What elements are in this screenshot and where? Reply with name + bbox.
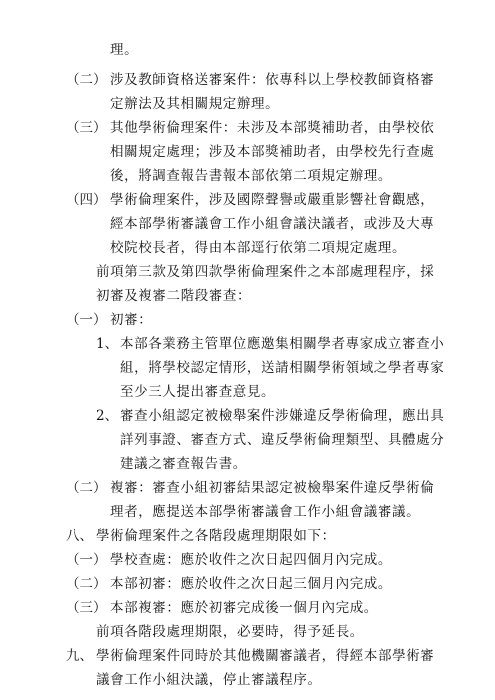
text-line: 前項第三款及第四款學術倫理案件之本部處理程序，採	[96, 264, 435, 280]
text-line: 涉及教師資格送審案件：依專科以上學校教師資格審	[110, 72, 435, 88]
text-line: 本部初審：應於收件之次日起三個月內完成。	[110, 576, 392, 592]
text-line: 建議之審查報告書。	[120, 456, 247, 472]
text-line: 複審：審查小組初審結果認定被檢舉案件違反學術倫	[110, 480, 435, 496]
item-marker: （二）	[66, 480, 107, 496]
text-line: 本部各業務主管單位應邀集相關學者專家成立審查小	[120, 336, 445, 352]
item-marker: （三）	[66, 120, 107, 136]
text-line: 定辦法及其相關規定辦理。	[110, 96, 280, 112]
text-line: 經本部學術審議會工作小組會議決議者，或涉及大專	[110, 216, 435, 232]
text-line: 審查小組認定被檢舉案件涉嫌違反學術倫理，應出具	[120, 408, 445, 424]
text-line: 後，將調查報告書報本部依第二項規定辦理。	[110, 168, 392, 184]
text-line: 相關規定處理；涉及本部獎補助者，由學校先行查處	[110, 144, 435, 160]
text-line: 學術倫理案件同時於其他機關審議者，得經本部學術審	[96, 648, 435, 664]
text-line: 學術倫理案件，涉及國際聲譽或嚴重影響社會觀感，	[110, 192, 435, 208]
section-marker: 八、	[66, 528, 93, 544]
text-line: 詳列事證、審查方式、違反學術倫理類型、具體處分	[120, 432, 445, 448]
item-marker: （一）	[66, 312, 107, 328]
item-marker: （二）	[66, 72, 107, 88]
item-marker: 1、	[96, 336, 119, 352]
item-marker: （三）	[66, 600, 107, 616]
item-marker: （四）	[66, 192, 107, 208]
text-line: 理。	[110, 42, 139, 58]
item-marker: （二）	[66, 576, 107, 592]
item-marker: 2、	[96, 408, 119, 424]
text-line: 校院校長者，得由本部逕行依第二項規定處理。	[110, 240, 407, 256]
text-line: 初審及複審二階段審查：	[96, 288, 252, 304]
section-marker: 九、	[66, 648, 93, 664]
text-line: 前項各階段處理期限，必要時，得予延長。	[96, 624, 364, 640]
text-line: 學校查處：應於收件之次日起四個月內完成。	[110, 552, 392, 568]
text-line: 初審：	[110, 312, 153, 328]
text-line: 學術倫理案件之各階段處理期限如下：	[96, 528, 336, 544]
text-line: 其他學術倫理案件：未涉及本部獎補助者，由學校依	[110, 120, 435, 136]
text-line: 議會工作小組決議，停止審議程序。	[96, 672, 322, 688]
text-line: 理者，應提送本部學術審議會工作小組會議審議。	[110, 504, 421, 520]
text-line: 本部複審：應於初審完成後一個月內完成。	[110, 600, 378, 616]
text-line: 至少三人提出審查意見。	[120, 384, 276, 400]
item-marker: （一）	[66, 552, 107, 568]
text-line: 組，將學校認定情形，送請相關學術領域之學者專家	[120, 360, 445, 376]
